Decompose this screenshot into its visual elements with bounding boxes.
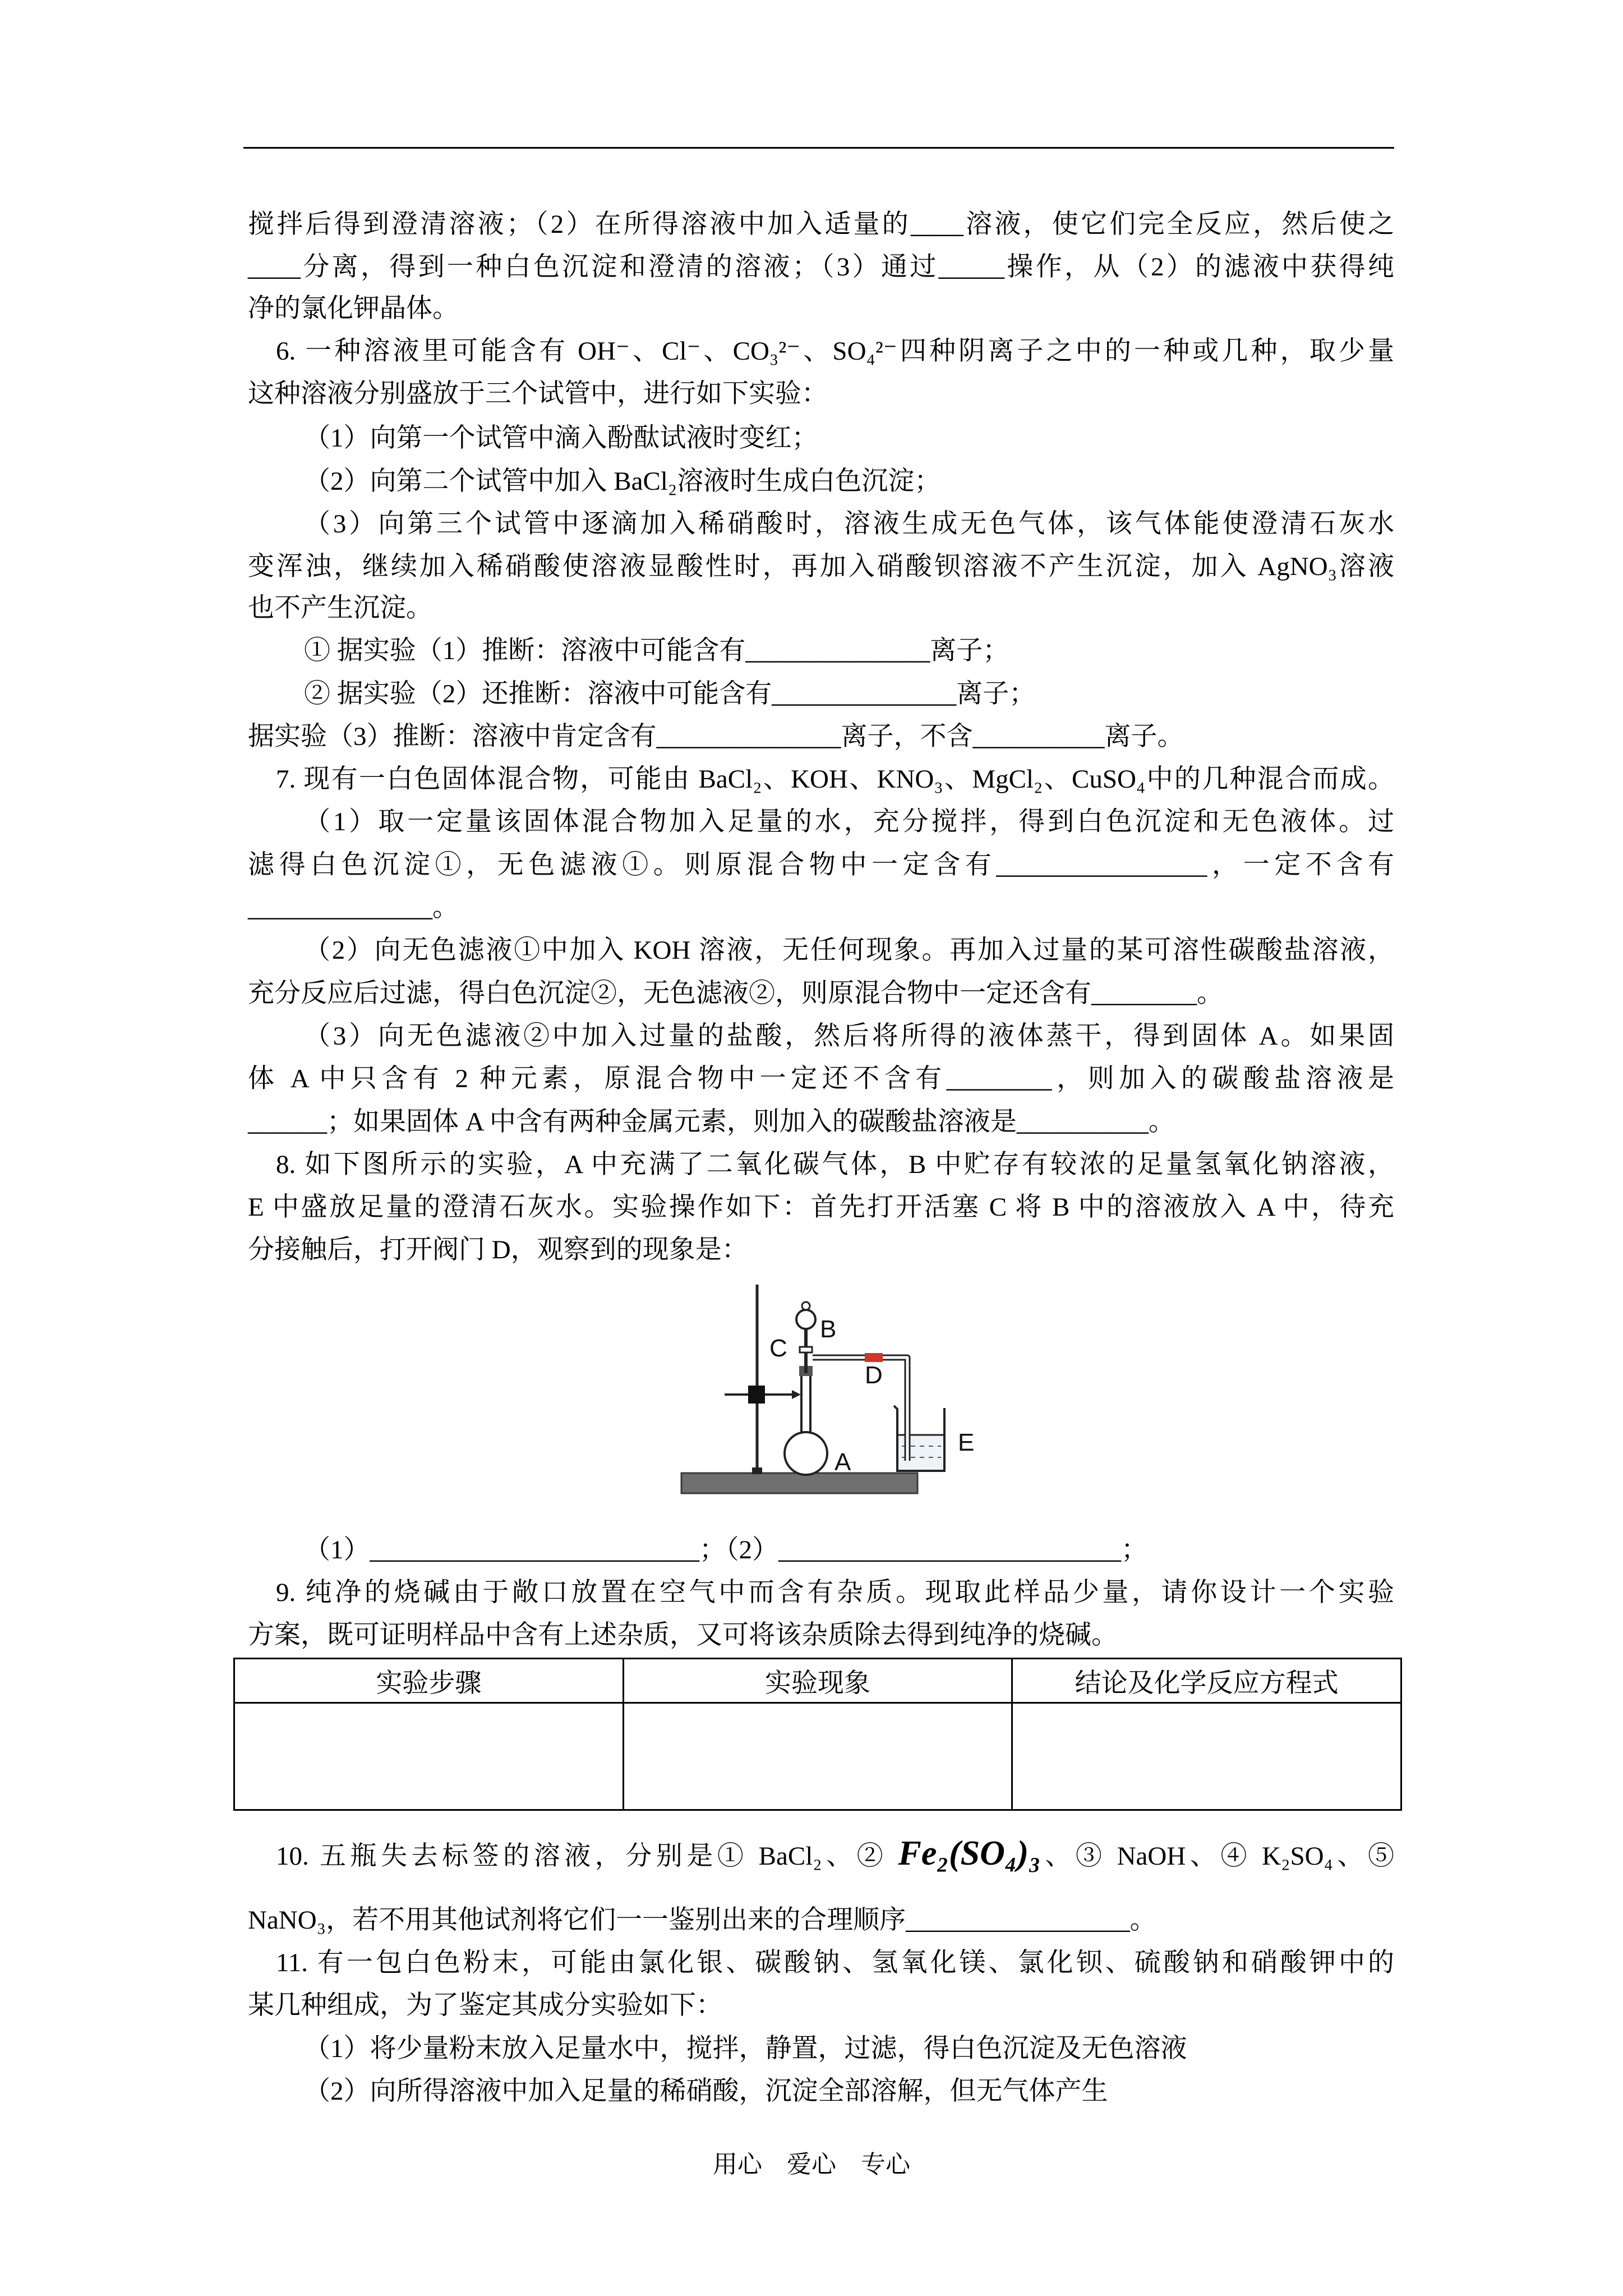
q6-question-1: ① 据实验（1）推断：溶液中可能含有______________离子； bbox=[304, 636, 1009, 665]
q7-part2-line-1: （2）向无色滤液①中加入 KOH 溶液，无任何现象。再加入过量的某可溶性碳酸盐溶液， bbox=[304, 936, 1394, 965]
q11-stem-line-1: 11. 有一包白色粉末，可能由氯化银、碳酸钠、氢氧化镁、氯化钡、硫酸钠和硝酸钾中的 bbox=[276, 1948, 1394, 1977]
q10-line-2: NaNO₃，若不用其他试剂将它们一一鉴别出来的合理顺序_________________。 bbox=[248, 1906, 1156, 1935]
q8-stem-line-3: 分接触后，打开阀门 D，观察到的现象是： bbox=[248, 1235, 748, 1264]
q6-experiment-2: （2）向第二个试管中加入 BaCl₂溶液时生成白色沉淀； bbox=[304, 467, 941, 496]
q6-question-3: 据实验（3）推断：溶液中肯定含有______________离子，不含__________离子。 bbox=[248, 722, 1184, 751]
apparatus-diagram bbox=[673, 1273, 987, 1503]
q6-experiment-1: （1）向第一个试管中滴入酚酞试液时变红； bbox=[304, 424, 818, 453]
q10-formula: Fe₂(SO₄)₃ bbox=[898, 1834, 1041, 1872]
base-plate bbox=[681, 1473, 917, 1493]
header-conclusion-equation: 结论及化学反应方程式 bbox=[1012, 1659, 1401, 1703]
q7-part1-line-2: 滤得白色沉淀①，无色滤液①。则原混合物中一定含有________________，一定不含有 bbox=[248, 850, 1394, 880]
experiment-design-table bbox=[233, 1658, 1402, 1811]
q7-part1-line-3: ______________。 bbox=[248, 893, 459, 922]
q11-step-2: （2）向所得溶液中加入足量的稀硝酸，沉淀全部溶解，但无气体产生 bbox=[304, 2077, 1108, 2106]
q6-experiment-3-line-3: 也不产生沉淀。 bbox=[248, 593, 432, 623]
q7-part3-line-2: 体 A 中只含有 2 种元素，原混合物中一定还不含有________，则加入的碳酸盐溶液是 bbox=[248, 1064, 1394, 1093]
q9-stem-line-2: 方案，既可证明样品中含有上述杂质，又可将该杂质除去得到纯净的烧碱。 bbox=[248, 1621, 1118, 1650]
header-experiment-phenomena: 实验现象 bbox=[623, 1659, 1012, 1703]
page-footer: 用心 爱心 专心 bbox=[713, 2151, 910, 2178]
table-header-row bbox=[234, 1659, 1401, 1703]
label-e: E bbox=[958, 1429, 975, 1456]
q6-experiment-3-line-2: 变浑浊，继续加入稀硝酸使溶液显酸性时，再加入硝酸钡溶液不产生沉淀，加入 AgNO₃溶液 bbox=[248, 552, 1394, 581]
q7-part1-line-1: （1）取一定量该固体混合物加入足量的水，充分搅拌，得到白色沉淀和无色液体。过 bbox=[304, 807, 1394, 836]
q9-stem-line-1: 9. 纯净的烧碱由于敞口放置在空气中而含有杂质。现取此样品少量，请你设计一个实验 bbox=[276, 1578, 1394, 1607]
cell-phenomena bbox=[623, 1703, 1012, 1810]
label-c: C bbox=[769, 1335, 787, 1362]
q8-answer-blanks: （1）_________________________；（2）__________________________； bbox=[304, 1535, 1147, 1565]
q7-part3-line-1: （3）向无色滤液②中加入过量的盐酸，然后将所得的液体蒸干，得到固体 A。如果固 bbox=[304, 1022, 1394, 1051]
q11-step-1: （1）将少量粉末放入足量水中，搅拌，静置，过滤，得白色沉淀及无色溶液 bbox=[304, 2034, 1187, 2063]
q8-stem-line-2: E 中盛放足量的澄清石灰水。实验操作如下：首先打开活塞 C 将 B 中的溶液放入 A 中，待充 bbox=[248, 1193, 1394, 1222]
q10-line-1 bbox=[276, 1832, 1394, 1875]
cell-steps bbox=[234, 1703, 624, 1810]
header-rule bbox=[243, 147, 1394, 149]
separatory-funnel-b bbox=[796, 1310, 815, 1329]
q8-stem-line-1: 8. 如下图所示的实验，A 中充满了二氧化碳气体，B 中贮存有较浓的足量氢氧化钠溶液， bbox=[276, 1150, 1394, 1179]
q6-experiment-3-line-1: （3）向第三个试管中逐滴加入稀硝酸时，溶液生成无色气体，该气体能使澄清石灰水 bbox=[304, 509, 1394, 539]
clamp-block bbox=[748, 1386, 765, 1404]
stopcock-c bbox=[800, 1347, 812, 1352]
clamp-arrowhead bbox=[792, 1390, 801, 1399]
q10-text-before: 10. 五瓶失去标签的溶液，分别是① BaCl₂、② bbox=[276, 1842, 898, 1871]
delivery-tube bbox=[813, 1358, 907, 1461]
funnel-stopper bbox=[802, 1302, 810, 1310]
q5-line-3: 净的氯化钾晶体。 bbox=[248, 294, 459, 323]
delivery-tube-bore bbox=[813, 1358, 907, 1461]
q6-stem-line-2: 这种溶液分别盛放于三个试管中，进行如下实验： bbox=[248, 379, 828, 408]
q6-stem-line-1: 6. 一种溶液里可能含有 OH⁻、Cl⁻、CO₃²⁻、SO₄²⁻四种阴离子之中的一种或几种，取少量 bbox=[276, 337, 1394, 366]
q7-stem: 7. 现有一白色固体混合物，可能由 BaCl₂、KOH、KNO₃、MgCl₂、CuSO₄中的几种混合而成。 bbox=[276, 765, 1394, 794]
table-row bbox=[234, 1703, 1401, 1810]
header-experiment-steps: 实验步骤 bbox=[234, 1659, 624, 1703]
valve-d bbox=[865, 1353, 883, 1362]
q7-part2-line-2: 充分反应后过滤，得白色沉淀②，无色滤液②，则原混合物中一定还含有________。 bbox=[248, 979, 1223, 1008]
q7-part3-line-3: ______；如果固体 A 中含有两种金属元素，则加入的碳酸盐溶液是__________。 bbox=[248, 1107, 1175, 1137]
q6-question-2: ② 据实验（2）还推断：溶液中可能含有______________离子； bbox=[304, 679, 1036, 708]
cell-conclusion bbox=[1012, 1703, 1401, 1810]
label-a: A bbox=[834, 1448, 851, 1476]
label-d: D bbox=[865, 1361, 883, 1389]
flask-a bbox=[785, 1432, 827, 1475]
q5-line-1: 搅拌后得到澄清溶液；（2）在所得溶液中加入适量的____溶液，使它们完全反应，然后使之 bbox=[248, 210, 1394, 239]
q5-line-2: ____分离，得到一种白色沉淀和澄清的溶液；（3）通过_____操作，从（2）的滤液中获得纯 bbox=[248, 252, 1394, 282]
label-b: B bbox=[820, 1315, 837, 1343]
q11-stem-line-2: 某几种组成，为了鉴定其成分实验如下： bbox=[248, 1991, 722, 2020]
q10-text-after: 、③ NaOH、④ K₂SO₄、⑤ bbox=[1040, 1842, 1394, 1871]
